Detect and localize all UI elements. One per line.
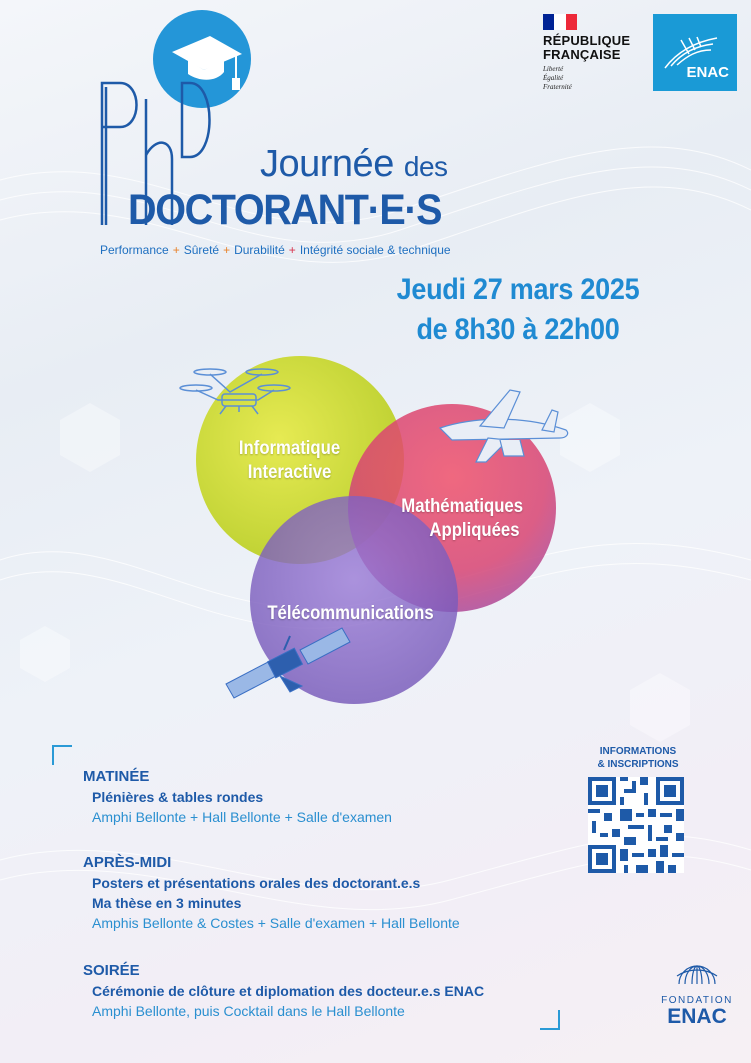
des-word: des bbox=[403, 151, 448, 182]
apres-midi-heading: APRÈS-MIDI bbox=[83, 854, 172, 871]
informatique-line1: Informatique bbox=[238, 438, 341, 459]
section-apres-midi bbox=[83, 853, 460, 933]
event-date: Jeudi 27 mars 2025 bbox=[396, 273, 640, 306]
apres-midi-line1: Posters et présentations orales des doctorant.e.s bbox=[92, 875, 421, 891]
bracket-bottom-right bbox=[540, 1010, 560, 1030]
soiree-heading: SOIRÉE bbox=[83, 962, 140, 979]
plus-sign: + bbox=[172, 243, 180, 257]
tag-performance: Performance bbox=[100, 243, 169, 257]
math-line1: Mathématiques bbox=[401, 496, 524, 517]
bracket-top-left bbox=[52, 745, 72, 765]
soiree-line2: Amphi Bellonte, puis Cocktail dans le Hall Bellonte bbox=[92, 1003, 405, 1019]
enac-logo-text: ENAC bbox=[686, 64, 729, 81]
plus-sign: + bbox=[288, 243, 296, 257]
plus-sign: + bbox=[223, 243, 231, 257]
republic-line1: RÉPUBLIQUE bbox=[543, 33, 631, 48]
title-doctorants: DOCTORANT·E·S bbox=[128, 186, 442, 234]
motto-liberte: Liberté bbox=[543, 65, 564, 73]
motto-egalite: Égalité bbox=[543, 74, 564, 82]
tag-surete: Sûreté bbox=[183, 243, 220, 257]
apres-midi-line3: Amphis Bellonte & Costes + Salle d'examen + Hall Bellonte bbox=[92, 915, 460, 931]
journee-word: Journée bbox=[260, 143, 394, 185]
republic-line2: FRANÇAISE bbox=[543, 47, 621, 62]
event-hours: de 8h30 à 22h00 bbox=[416, 313, 620, 346]
apres-midi-line2: Ma thèse en 3 minutes bbox=[92, 895, 242, 911]
fondation-enac-text: ENAC bbox=[667, 1005, 727, 1028]
registration-line2: & INSCRIPTIONS bbox=[597, 759, 679, 770]
tag-durabilite: Durabilité bbox=[234, 243, 285, 257]
fondation-text: FONDATION bbox=[661, 995, 733, 1006]
math-line2: Appliquées bbox=[429, 520, 520, 541]
informatique-line2: Interactive bbox=[247, 462, 332, 483]
registration-label bbox=[583, 745, 693, 771]
registration-line1: INFORMATIONS bbox=[599, 746, 677, 757]
fondation-enac-logo bbox=[657, 960, 737, 1028]
matinee-line2: Amphi Bellonte + Hall Bellonte + Salle d'examen bbox=[92, 809, 392, 825]
section-soiree bbox=[83, 961, 484, 1021]
section-matinee bbox=[83, 767, 392, 827]
motto-fraternite: Fraternité bbox=[543, 83, 572, 91]
label-mathematiques bbox=[401, 495, 523, 543]
label-informatique bbox=[239, 437, 340, 485]
tag-integrite: Intégrité sociale & technique bbox=[299, 243, 451, 257]
matinee-heading: MATINÉE bbox=[83, 768, 150, 785]
globe-icon bbox=[675, 960, 719, 988]
qr-code-icon[interactable] bbox=[588, 777, 684, 873]
soiree-line1: Cérémonie de clôture et diplomation des docteur.e.s ENAC bbox=[92, 983, 485, 999]
label-telecommunications: Télécommunications bbox=[267, 603, 434, 624]
matinee-line1: Plénières & tables rondes bbox=[92, 789, 264, 805]
